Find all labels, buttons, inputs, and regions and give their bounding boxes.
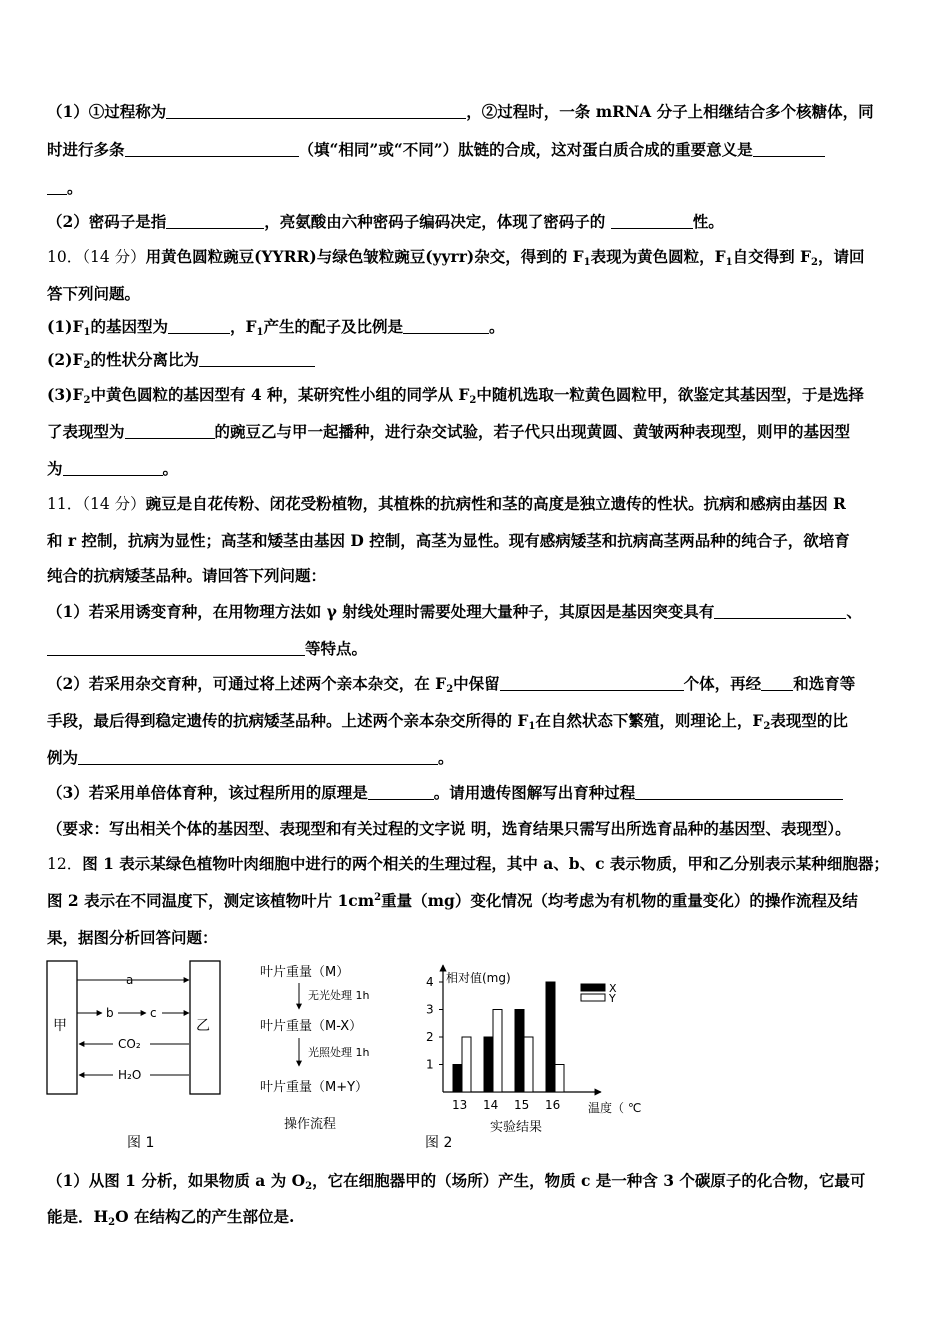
score: （14 分） bbox=[82, 248, 146, 266]
q12-sub-1-line-2 bbox=[47, 1207, 910, 1227]
q9-line-4 bbox=[47, 212, 910, 232]
question-number: 12． bbox=[47, 855, 83, 873]
text: ，请回 bbox=[817, 247, 865, 266]
arrow-a-label: a bbox=[126, 973, 134, 987]
text: 。 bbox=[488, 317, 505, 336]
organelle-jia-label: 甲 bbox=[53, 1018, 67, 1034]
blank bbox=[125, 141, 299, 157]
subscript: 1 bbox=[83, 327, 91, 338]
text: 和选育等 bbox=[793, 674, 856, 693]
co2-label: CO₂ bbox=[118, 1037, 141, 1051]
flow-treatment-1: 无光处理 1h bbox=[308, 989, 370, 1002]
q11-sub-2-line-1 bbox=[47, 674, 910, 694]
blank bbox=[168, 318, 230, 334]
subscript: 1 bbox=[583, 257, 591, 268]
organelle-yi-label: 乙 bbox=[196, 1018, 210, 1034]
q11-sub-3-line-1 bbox=[47, 783, 910, 803]
subscript: 2 bbox=[810, 257, 818, 268]
blank bbox=[125, 423, 215, 439]
q10-line-2 bbox=[47, 284, 910, 304]
text: 。 bbox=[438, 748, 454, 767]
text: 中保留 bbox=[453, 674, 500, 693]
text: 的豌豆乙与甲一起播种，进行杂交试验，若子代只出现黄圆、黄皱两种表现型，则甲的基因型 bbox=[214, 422, 851, 441]
x-axis-label: 温度（ ℃ bbox=[588, 1101, 642, 1115]
subscript: 2 bbox=[305, 1181, 313, 1192]
legend-label: X bbox=[609, 982, 617, 995]
subscript: 2 bbox=[446, 684, 454, 695]
question-number: 10． bbox=[47, 248, 83, 266]
x-tick-label: 15 bbox=[514, 1098, 530, 1112]
x-tick-label: 14 bbox=[483, 1098, 499, 1112]
text: （1）若采用诱变育种，在用物理方法如 γ 射线处理时需要处理大量种子，其原因是基因突变具有 bbox=[47, 602, 715, 621]
subscript: 1 bbox=[256, 327, 264, 338]
subscript: 1 bbox=[725, 257, 733, 268]
text: (2)F bbox=[47, 350, 84, 369]
q10-sub-1 bbox=[47, 317, 910, 337]
blank bbox=[47, 179, 67, 195]
text: ，亮氨酸由六种密码子编码决定，体现了密码子的 bbox=[264, 212, 606, 231]
text: ，F bbox=[229, 317, 257, 336]
q12-line-2 bbox=[47, 891, 910, 911]
blank bbox=[761, 675, 793, 691]
text: （3）若采用单倍体育种，该过程所用的原理是 bbox=[47, 783, 368, 802]
text: 手段，最后得到稳定遗传的抗病矮茎品种。上述两个亲本杂交所得的 F bbox=[47, 711, 529, 730]
text: 答下列问题。 bbox=[47, 284, 141, 303]
bar-y-14 bbox=[493, 1010, 502, 1093]
text: （1）①过程称为 bbox=[47, 102, 167, 121]
x-tick-label: 16 bbox=[545, 1098, 561, 1112]
text: 图 1 表示某绿色植物叶肉细胞中进行的两个相关的生理过程，其中 a、b、c 表示物质，甲和乙分别表示某种细胞器； bbox=[82, 854, 889, 873]
y-tick-label: 4 bbox=[426, 975, 434, 989]
organelle-jia-box bbox=[47, 961, 77, 1094]
text: 的基因型为 bbox=[90, 317, 168, 336]
blank bbox=[47, 640, 305, 656]
text: （1）从图 1 分析，如果物质 a 为 O bbox=[47, 1171, 306, 1190]
q9-line-1 bbox=[47, 102, 910, 122]
text: O 在结构乙的产生部位是. bbox=[115, 1207, 295, 1226]
q12-sub-1-line-1 bbox=[47, 1171, 910, 1191]
blank bbox=[368, 784, 434, 800]
subscript: 2 bbox=[83, 395, 91, 406]
text: 用黄色圆粒豌豆(YYRR)与绿色皱粒豌豆(yyrr)杂交，得到的 F bbox=[145, 247, 584, 266]
text: 重量（mg）变化情况（均考虑为有机物的重量变化）的操作流程及结 bbox=[381, 891, 858, 910]
h2o-label: H₂O bbox=[118, 1068, 142, 1082]
text: （2）若采用杂交育种，可通过将上述两个亲本杂交，在 F bbox=[47, 674, 447, 693]
q11-sub-1-line-2 bbox=[47, 639, 910, 659]
q11-sub-1-line-1 bbox=[47, 602, 910, 622]
blank bbox=[199, 351, 315, 367]
x-tick-label: 13 bbox=[452, 1098, 468, 1112]
text: （要求：写出相关个体的基因型、表现型和有关过程的文字说 明，选育结果只需写出所选育品种的基因型、表现型）。 bbox=[47, 819, 851, 838]
text: （2）密码子是指 bbox=[47, 212, 167, 231]
bar-y-13 bbox=[462, 1037, 471, 1092]
blank bbox=[635, 784, 843, 800]
text: ，②过程时，一条 mRNA 分子上相继结合多个核糖体，同 bbox=[466, 102, 874, 121]
text: 例为 bbox=[47, 748, 79, 767]
flow-step-3: 叶片重量（M+Y） bbox=[260, 1080, 369, 1095]
blank bbox=[714, 603, 846, 619]
q11-sub-3-line-2 bbox=[47, 819, 910, 839]
flow-step-2: 叶片重量（M-X） bbox=[260, 1019, 363, 1034]
arrow-c-label: c bbox=[150, 1006, 157, 1020]
text: 图 2 表示在不同温度下，测定该植物叶片 1cm bbox=[47, 891, 375, 910]
text: 豌豆是自花传粉、闭花受粉植物，其植株的抗病性和茎的高度是独立遗传的性状。抗病和感病由基因 R bbox=[145, 494, 846, 513]
q11-line-3 bbox=[47, 566, 910, 586]
chart-caption: 实验结果 bbox=[490, 1120, 543, 1135]
text: 表现为黄色圆粒，F bbox=[590, 247, 726, 266]
figure-1-caption: 图 1 bbox=[127, 1135, 155, 1151]
legend-swatch-y bbox=[581, 994, 605, 1001]
q12-line-1 bbox=[47, 854, 910, 874]
bar-y-16 bbox=[555, 1065, 564, 1093]
bar-y-15 bbox=[524, 1037, 533, 1092]
text: 、 bbox=[846, 602, 862, 621]
text: 纯合的抗病矮茎品种。请回答下列问题： bbox=[47, 566, 327, 585]
text: 为 bbox=[47, 459, 63, 478]
q10-sub-3-line-1 bbox=[47, 385, 910, 405]
q11-sub-2-line-3 bbox=[47, 748, 910, 768]
blank bbox=[500, 675, 684, 691]
arrow-b-label: b bbox=[106, 1006, 114, 1020]
y-tick-label: 2 bbox=[426, 1030, 434, 1044]
text: 能是．H bbox=[47, 1207, 109, 1226]
q11-line-1 bbox=[47, 494, 910, 514]
figure-1 bbox=[47, 961, 220, 1151]
figure-2-caption: 图 2 bbox=[425, 1135, 453, 1151]
blank bbox=[63, 460, 163, 476]
text: ，它在细胞器甲的（场所）产生，物质 c 是一种含 3 个碳原子的化合物，它最可 bbox=[312, 1171, 866, 1190]
bar-x-14 bbox=[484, 1037, 493, 1092]
bar-x-16 bbox=[546, 982, 555, 1092]
text: (3)F bbox=[47, 385, 84, 404]
subscript: 2 bbox=[763, 721, 771, 732]
blank bbox=[403, 318, 489, 334]
text: 性。 bbox=[692, 212, 724, 231]
q11-line-2 bbox=[47, 531, 910, 551]
legend-label: Y bbox=[609, 992, 616, 1005]
flow-caption: 操作流程 bbox=[284, 1117, 337, 1132]
text: 表现型的比 bbox=[770, 711, 848, 730]
blank bbox=[611, 213, 693, 229]
blank bbox=[78, 749, 438, 765]
text: 。 bbox=[67, 178, 83, 197]
q9-line-3 bbox=[47, 178, 910, 198]
q10-sub-2 bbox=[47, 350, 910, 370]
y-axis-label: 相对值(mg) bbox=[446, 971, 511, 985]
text: (1)F bbox=[47, 317, 84, 336]
subscript: 2 bbox=[108, 1217, 116, 1228]
legend-swatch-x bbox=[581, 984, 605, 991]
blank bbox=[166, 213, 264, 229]
text: 中随机选取一粒黄色圆粒甲，欲鉴定其基因型，于是选择 bbox=[476, 385, 864, 404]
subscript: 2 bbox=[469, 395, 477, 406]
bar-x-13 bbox=[453, 1065, 462, 1093]
q9-line-2 bbox=[47, 140, 910, 160]
text: 时进行多条 bbox=[47, 140, 125, 159]
organelle-yi-box bbox=[190, 961, 220, 1094]
text: 中黄色圆粒的基因型有 4 种，某研究性小组的同学从 F bbox=[90, 385, 470, 404]
text: 和 r 控制，抗病为显性；高茎和矮茎由基因 D 控制，高茎为显性。现有感病矮茎和抗病高茎两品种的纯合子，欲培育 bbox=[47, 531, 850, 550]
score: （14 分） bbox=[82, 495, 146, 513]
text: 产生的配子及比例是 bbox=[263, 317, 403, 336]
q10-sub-3-line-3 bbox=[47, 459, 910, 479]
text: 个体，再经 bbox=[683, 674, 762, 693]
text: 。请用遗传图解写出育种过程 bbox=[433, 783, 636, 802]
y-tick-label: 3 bbox=[426, 1002, 434, 1017]
question-number: 11． bbox=[47, 495, 83, 513]
text: 的性状分离比为 bbox=[90, 350, 199, 369]
blank bbox=[166, 103, 466, 119]
q12-line-3 bbox=[47, 928, 910, 948]
text: 在自然状态下繁殖，则理论上，F bbox=[535, 711, 764, 730]
bar-x-15 bbox=[515, 1010, 524, 1093]
bar-chart bbox=[426, 965, 641, 1135]
y-tick-label: 1 bbox=[426, 1057, 434, 1072]
text: （填“相同”或“不同”）肽链的合成，这对蛋白质合成的重要意义是 bbox=[298, 140, 753, 159]
text: 。 bbox=[162, 459, 179, 478]
blank bbox=[753, 141, 825, 157]
text: 了表现型为 bbox=[47, 422, 125, 441]
q10-line-1 bbox=[47, 247, 910, 267]
operation-flow bbox=[260, 964, 452, 1151]
subscript: 1 bbox=[528, 721, 536, 732]
text: 果，据图分析回答问题： bbox=[47, 928, 218, 947]
flow-step-1: 叶片重量（M） bbox=[260, 965, 350, 980]
flow-treatment-2: 光照处理 1h bbox=[308, 1046, 370, 1059]
q10-sub-3-line-2 bbox=[47, 422, 910, 442]
text: 自交得到 F bbox=[732, 247, 811, 266]
q11-sub-2-line-2 bbox=[47, 711, 910, 731]
text: 等特点。 bbox=[305, 639, 368, 658]
subscript: 2 bbox=[83, 360, 91, 371]
superscript: 2 bbox=[374, 892, 382, 903]
